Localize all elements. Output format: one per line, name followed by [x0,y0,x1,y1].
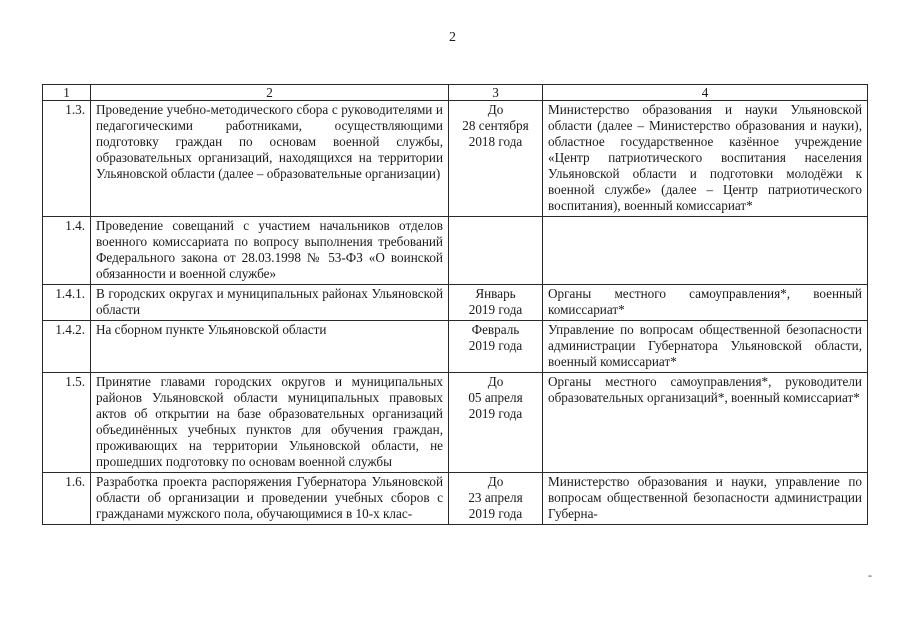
row-date [449,321,543,373]
row-number: 1.4.2. [43,321,91,373]
row-date [449,285,543,321]
table-row [43,473,868,525]
row-date [449,473,543,525]
row-action: Проведение учебно-методического сбора с руководителями и педагогическими работниками, осуществляющими подготовку граждан по основам военной службы, образовательных организаций, находящихся на территории Ульяновской области (далее – образовательные организации) [91,101,449,217]
row-action: В городских округах и муниципальных районах Ульяновской области [91,285,449,321]
row-date-line: 2019 года [468,338,523,353]
row-date [449,101,543,217]
row-date-line: Январь [475,286,516,301]
row-responsible: Управление по вопросам общественной безопасности администрации Губернатора Ульяновской области, военный комиссариат* [543,321,868,373]
plan-table [42,84,868,525]
row-action: Разработка проекта распоряжения Губернатора Ульяновской области об организации и проведении учебных сборов с гражданами мужского пола, обучающимися в 10-х клас- [91,473,449,525]
row-date-line: До [487,102,504,117]
header-col-4: 4 [543,85,868,101]
row-action: На сборном пункте Ульяновской области [91,321,449,373]
row-number: 1.4.1. [43,285,91,321]
margin-dash-mark: - [868,568,872,582]
row-date-line: До [487,474,504,489]
row-number: 1.5. [43,373,91,473]
row-responsible: Органы местного самоуправления*, военный комиссариат* [543,285,868,321]
row-responsible: Министерство образования и науки Ульяновской области (далее – Министерство образования и науки), областное государственное казённое учреждение «Центр патриотического воспитания населения Ульяновской области и подготовки молодёжи к военной службе» (далее – Центр патриотического воспитания), военный комиссариат* [543,101,868,217]
header-row [43,85,868,101]
row-responsible: Министерство образования и науки, управление по вопросам общественной безопасности администрации Губерна- [543,473,868,525]
header-col-3: 3 [449,85,543,101]
row-date-line: 2018 года [468,134,523,149]
page-number: 2 [449,30,456,45]
table-row [43,373,868,473]
row-date-line: 2019 года [468,406,523,421]
header-col-1: 1 [43,85,91,101]
row-date-line: До [487,374,504,389]
row-responsible: Органы местного самоуправления*, руководители образовательных организаций*, военный комиссариат* [543,373,868,473]
row-date [449,217,543,285]
row-date-line: Февраль [471,322,520,337]
header-col-2: 2 [91,85,449,101]
row-responsible [543,217,868,285]
row-number: 1.4. [43,217,91,285]
row-number: 1.6. [43,473,91,525]
row-date-line: 28 сентября [462,118,529,133]
row-action: Проведение совещаний с участием начальников отделов военного комиссариата по вопросу выполнения требований Федерального закона от 28.03.1998 № 53-ФЗ «О воинской обязанности и военной службе» [91,217,449,285]
row-number: 1.3. [43,101,91,217]
row-date [449,373,543,473]
table-row [43,285,868,321]
table-row [43,101,868,217]
row-date-line: 23 апреля [468,490,523,505]
row-action: Принятие главами городских округов и муниципальных районов Ульяновской области муниципальных правовых актов об открытии на базе образовательных организаций объединённых учебных пунктов для обучения граждан, проживающих на территории Ульяновской области, не прошедших подготовку по основам военной службы [91,373,449,473]
row-date-line: 2019 года [468,506,523,521]
row-date-line: 2019 года [468,302,523,317]
table-row [43,321,868,373]
table-row [43,217,868,285]
row-date-line: 05 апреля [468,390,523,405]
